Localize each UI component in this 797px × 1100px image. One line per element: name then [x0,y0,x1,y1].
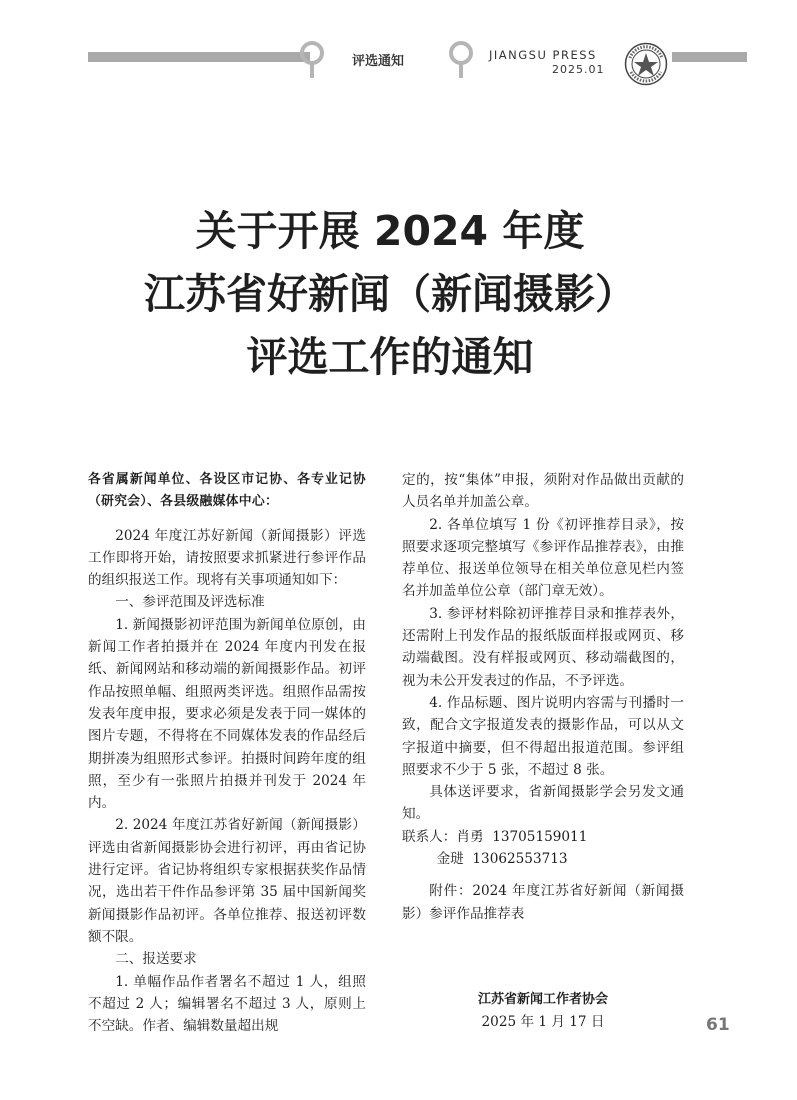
signature-org: 江苏省新闻工作者协会 [477,992,608,1007]
body-column-right [402,469,684,925]
contact-line: 金琎 13062553713 [402,851,568,868]
paragraph: 1. 新闻摄影初评范围为新闻单位原创，由新闻工作者拍摄并在 2024 年度内刊发在报纸、新闻网站和移动端的新闻摄影作品。初评作品按照单幅、组照两类评选。组照作品需按发表年度申报，要求必须是发表于同一媒体的图片专题，不得将在不同媒体发表的作品经后期拼凑为组照形式参评。拍摄时间跨年度的组照，至少有一张照片拍摄并刊发于 2024 年内。 [88,616,366,812]
title-line-3: 评选工作的通知 [246,333,534,381]
article-title [60,200,720,389]
attachment-note: 附件：2024 年度江苏省好新闻（新闻摄影）参评作品推荐表 [402,883,684,922]
page-number: 61 [706,1015,730,1035]
paragraph: 2. 各单位填写 1 份《初评推荐目录》，按照要求逐项完整填写《参评作品推荐表》，由推荐单位、报送单位领导在相关单位意见栏内签名并加盖单位公章（部门章无效）。 [402,516,684,600]
journal-name: JIANGSU PRESS [489,48,597,62]
header-rule-left [88,52,310,62]
contact-line: 联系人：肖勇 13705159011 [402,828,588,845]
paragraph: 2024 年度江苏好新闻（新闻摄影）评选工作即将开始，请按照要求抓紧进行参评作品的组织报送工作。现将有关事项通知如下： [88,527,366,589]
body-column-left [88,469,366,1037]
journal-brand [489,48,605,76]
pin-icon [448,40,474,80]
paragraph: 3. 参评材料除初评推荐目录和推荐表外，还需附上刊发作品的报纸版面样报或网页、移动端截图。没有样报或网页、移动端截图的，视为未公开发表过的作品，不予评选。 [402,605,684,689]
section-heading: 一、参评范围及评选标准 [115,594,265,611]
header-rule-right [672,52,747,62]
section-label: 评选通知 [352,54,405,69]
title-line-1: 关于开展 2024 年度 [195,207,585,255]
title-line-2: 江苏省好新闻（新闻摄影） [144,270,636,318]
paragraph: 具体送评要求，省新闻摄影学会另发文通知。 [402,784,684,823]
signature-date: 2025 年 1 月 17 日 [481,1014,605,1030]
salutation: 各省属新闻单位、各设区市记协、各专业记协（研究会）、各县级融媒体中心： [88,472,366,510]
paragraph: 2. 2024 年度江苏省好新闻（新闻摄影）评选由省新闻摄影协会进行初评，再由省记协进行定评。省记协将组织专家根据获奖作品情况，选出若干件作品参评第 35 届中国新闻奖新闻摄影作品初评。各单位推荐、报送初评数额不限。 [88,817,366,945]
journal-issue: 2025.01 [552,63,605,76]
paragraph: 定的，按“集体”申报，须附对作品做出贡献的人员名单并加盖公章。 [402,472,684,511]
paragraph: 4. 作品标题、图片说明内容需与刊播时一致，配合文字报道发表的摄影作品，可以从文字报道中摘要，但不得超出报道范围。参评组照要求不少于 5 张，不超过 8 张。 [402,694,684,778]
pin-icon [299,40,325,80]
paragraph: 1. 单幅作品作者署名不超过 1 人，组照不超过 2 人；编辑署名不超过 3 人，原则上不空缺。作者、编辑数量超出规 [88,973,366,1035]
section-heading: 二、报送要求 [115,951,197,968]
journal-seal-logo [624,42,668,86]
